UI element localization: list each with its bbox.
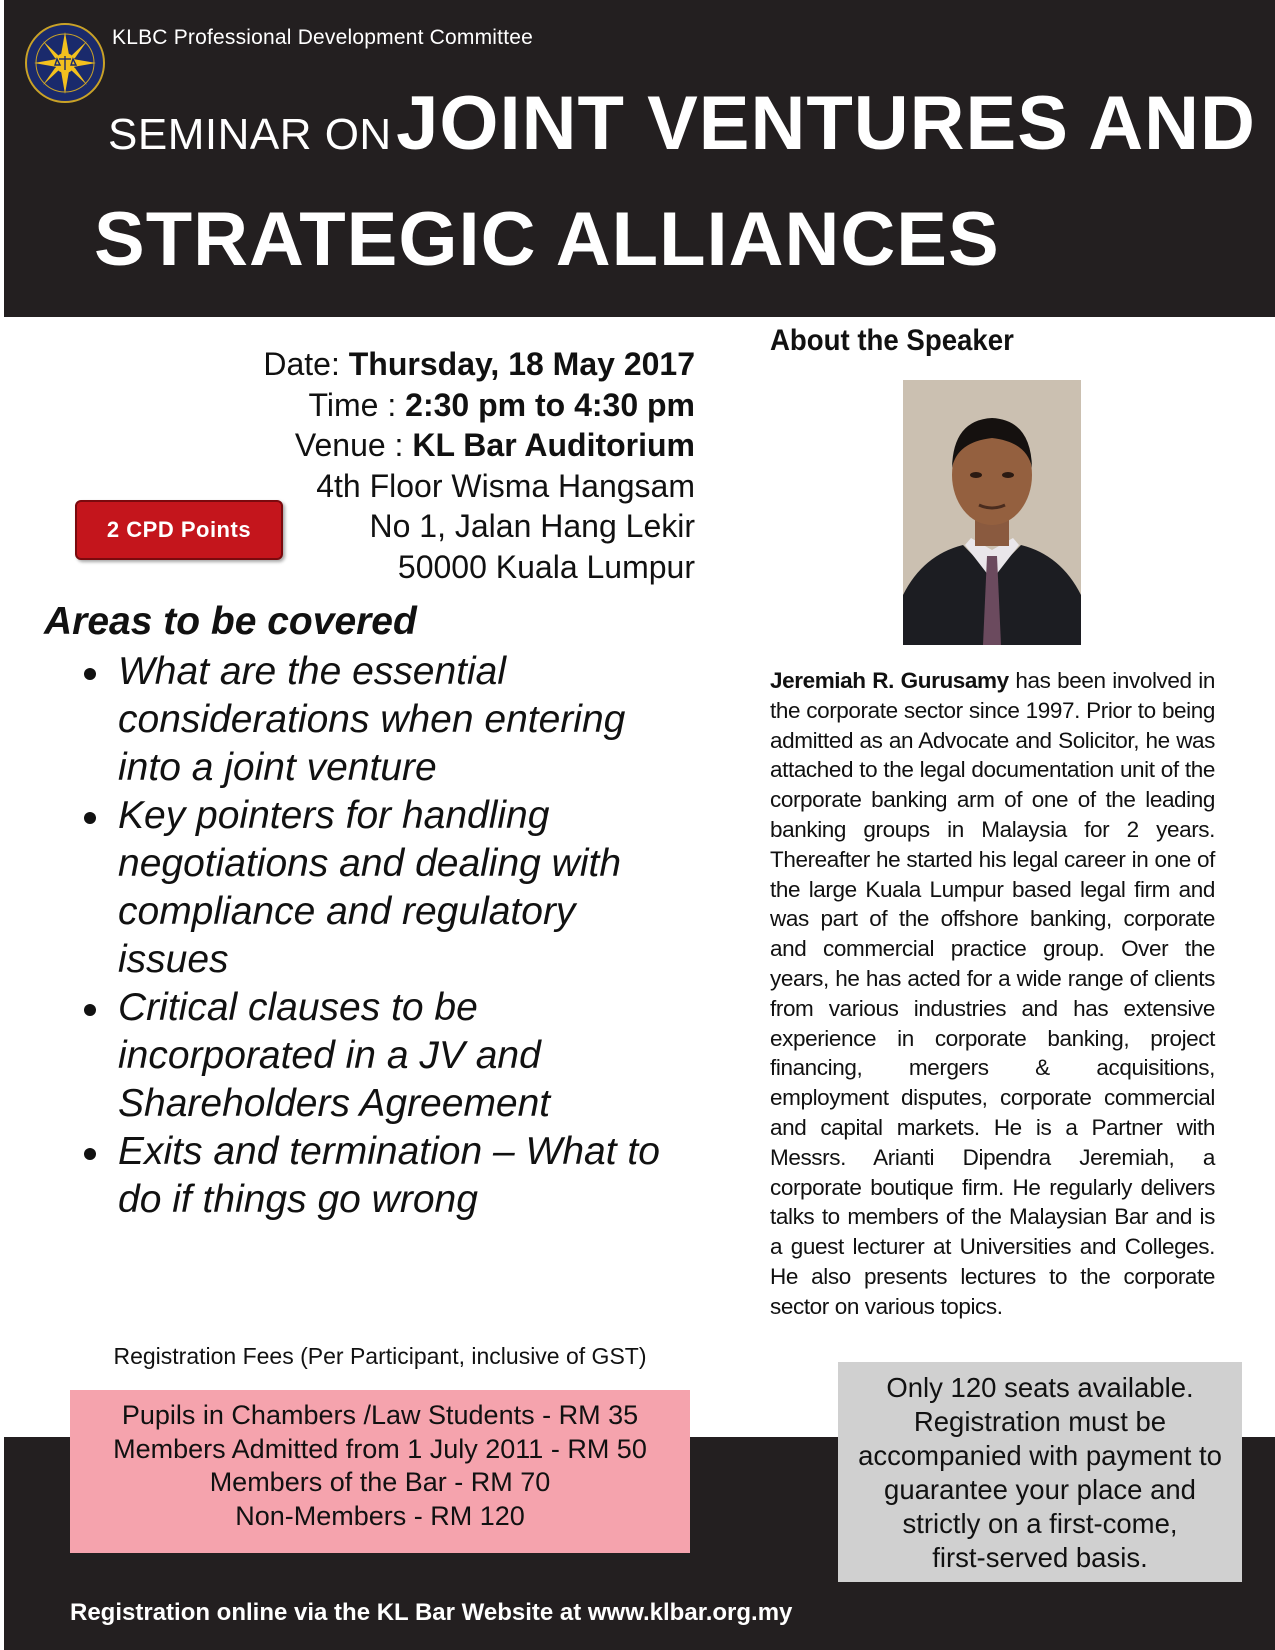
bullet-icon — [84, 668, 96, 680]
date-row — [150, 344, 695, 385]
committee-name: KLBC Professional Development Committee — [112, 26, 533, 49]
seats-notice-box — [838, 1362, 1242, 1582]
areas-heading: Areas to be covered — [44, 600, 417, 643]
address-line-3: 50000 Kuala Lumpur — [397, 548, 695, 585]
registration-fees-heading: Registration Fees (Per Participant, inclusive of GST) — [113, 1343, 647, 1369]
seminar-title-line1 — [108, 80, 1256, 167]
areas-list — [80, 648, 720, 1224]
registration-online-link[interactable]: Registration online via the KL Bar Website at www.klbar.org.my — [70, 1599, 793, 1626]
venue-value: KL Bar Auditorium — [412, 427, 695, 463]
date-value: Thursday, 18 May 2017 — [348, 346, 695, 382]
speaker-photo — [903, 380, 1081, 645]
time-value: 2:30 pm to 4:30 pm — [405, 386, 695, 423]
seats-line: accompanied with payment to — [858, 1440, 1222, 1471]
date-label: Date: — [263, 346, 349, 382]
bullet-icon — [84, 812, 96, 824]
fee-line: Pupils in Chambers /Law Students - RM 35 — [121, 1400, 639, 1430]
kl-bar-seal-icon — [24, 22, 106, 104]
list-item: Critical clauses to be incorporated in a JV and Shareholders Agreement — [80, 984, 720, 1128]
cpd-points-badge: 2 CPD Points — [75, 500, 283, 560]
speaker-bio-text: has been involved in the corporate sector since 1997. Prior to being admitted as an Advocate and Solicitor, he was attached to the legal documentation unit of the corporate banking arm of one of the leading banking groups in Malaysia for 2 years. Thereafter he started his legal career in one of the large Kuala Lumpur based legal firm and was part of the offshore banking, corporate and commercial practice group. Over the years, he has acted for a wide range of clients from various industries and has extensive experience in corporate banking, project financing, mergers & acquisitions, employment disputes, corporate commercial and capital markets. He is a Partner with Messrs. Arianti Dipendra Jeremiah, a corporate boutique firm. He regularly delivers talks to members of the Malaysian Bar and is a guest lecturer at Universities and Colleges. He also presents lectures to the corporate sector on various topics. — [770, 668, 1216, 1319]
venue-row — [150, 425, 695, 466]
seminar-title-line2: STRATEGIC ALLIANCES — [94, 197, 1000, 282]
list-item: Key pointers for handling negotiations and dealing with compliance and regulatory issues — [80, 792, 720, 984]
about-speaker-heading: About the Speaker — [770, 324, 1014, 357]
venue-label: Venue : — [294, 427, 413, 463]
time-row — [150, 385, 695, 426]
title-main-1: JOINT VENTURES AND — [396, 81, 1256, 166]
seats-line: Only 120 seats available. — [886, 1372, 1194, 1403]
title-prefix: SEMINAR ON — [108, 110, 392, 159]
list-item: Exits and termination – What to do if things go wrong — [80, 1128, 720, 1224]
time-label: Time : — [308, 386, 406, 423]
seats-line: strictly on a first-come, — [902, 1508, 1178, 1539]
address-line-2: No 1, Jalan Hang Lekir — [369, 508, 695, 544]
seats-line: Registration must be — [913, 1406, 1167, 1437]
seats-line: first-served basis. — [932, 1542, 1148, 1573]
address-line-1: 4th Floor Wisma Hangsam — [316, 467, 695, 504]
fee-line: Members of the Bar - RM 70 — [209, 1467, 551, 1497]
bullet-icon — [84, 1148, 96, 1160]
speaker-name: Jeremiah R. Gurusamy — [770, 668, 1009, 693]
speaker-bio — [770, 666, 1215, 1322]
seats-line: guarantee your place and — [884, 1474, 1196, 1505]
fees-box — [70, 1390, 690, 1553]
bullet-icon — [84, 1004, 96, 1016]
list-item: What are the essential considerations when entering into a joint venture — [80, 648, 720, 792]
fee-line: Non-Members - RM 120 — [235, 1500, 525, 1531]
fee-line: Members Admitted from 1 July 2011 - RM 50 — [113, 1433, 647, 1464]
